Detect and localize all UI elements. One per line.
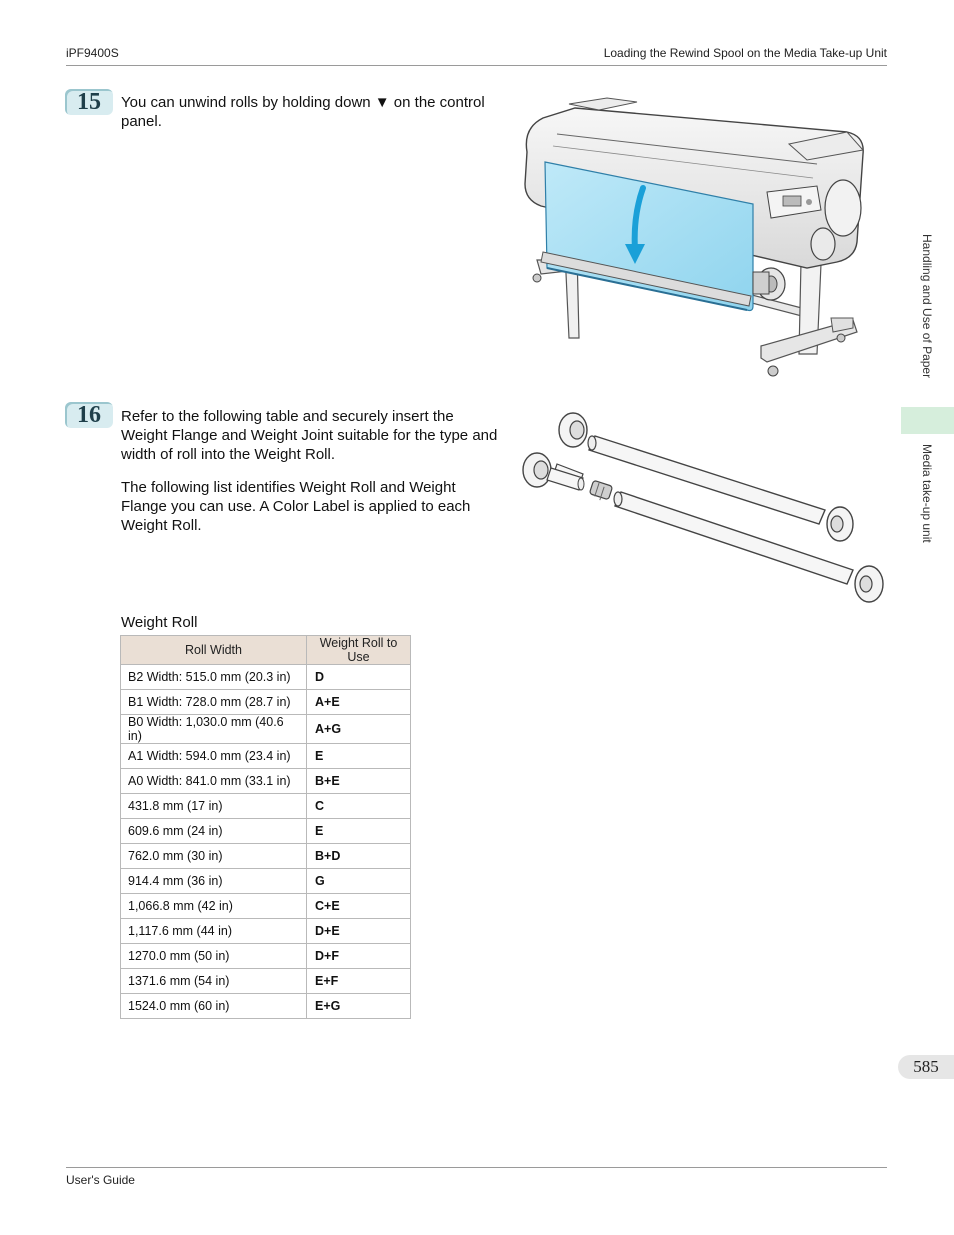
roll-width-cell: 1371.6 mm (54 in)	[121, 969, 307, 994]
table-row	[121, 869, 411, 894]
header-section-title: Loading the Rewind Spool on the Media Take-up Unit	[603, 46, 887, 60]
table-row	[121, 919, 411, 944]
table-caption: Weight Roll	[121, 614, 198, 631]
weight-roll-cell: G	[307, 869, 411, 894]
step-16-number: 16	[65, 402, 113, 428]
table-row	[121, 994, 411, 1019]
side-tab-chapter: Handling and Use of Paper	[920, 234, 934, 379]
table-row	[121, 819, 411, 844]
header-model: iPF9400S	[66, 46, 119, 60]
side-tab-highlight	[901, 407, 954, 434]
footer-text: User's Guide	[66, 1173, 135, 1187]
roll-width-cell: 1524.0 mm (60 in)	[121, 994, 307, 1019]
weight-roll-cell: E	[307, 819, 411, 844]
weight-roll-cell: C+E	[307, 894, 411, 919]
table-row	[121, 769, 411, 794]
step-15-number: 15	[65, 89, 113, 115]
footer-rule	[66, 1167, 887, 1168]
roll-width-cell: 431.8 mm (17 in)	[121, 794, 307, 819]
weight-roll-cell: E+F	[307, 969, 411, 994]
roll-width-cell: B2 Width: 515.0 mm (20.3 in)	[121, 665, 307, 690]
column-header-roll-width: Roll Width	[121, 636, 307, 665]
page-number: 585	[898, 1055, 954, 1079]
weight-roll-cell: E	[307, 744, 411, 769]
weight-roll-cell: A+E	[307, 690, 411, 715]
table-header-row	[121, 636, 411, 665]
step-16-text: Refer to the following table and securely insert the Weight Flange and Weight Joint suitable for the type and width of roll into the Weight Roll.	[121, 408, 498, 463]
step-16-text-2: The following list identifies Weight Roll and Weight Flange you can use. A Color Label is applied to each Weight Roll.	[121, 479, 471, 534]
roll-width-cell: A0 Width: 841.0 mm (33.1 in)	[121, 769, 307, 794]
roll-width-cell: B1 Width: 728.0 mm (28.7 in)	[121, 690, 307, 715]
table-row	[121, 794, 411, 819]
side-tab-subsection: Media take-up unit	[920, 444, 934, 543]
weight-roll-cell: D+F	[307, 944, 411, 969]
weight-roll-illustration	[517, 406, 889, 606]
table-row	[121, 894, 411, 919]
weight-roll-cell: D	[307, 665, 411, 690]
roll-width-cell: 1,066.8 mm (42 in)	[121, 894, 307, 919]
roll-width-cell: 1270.0 mm (50 in)	[121, 944, 307, 969]
weight-roll-cell: D+E	[307, 919, 411, 944]
table-row	[121, 744, 411, 769]
table-row	[121, 715, 411, 744]
weight-roll-cell: A+G	[307, 715, 411, 744]
roll-width-cell: 609.6 mm (24 in)	[121, 819, 307, 844]
roll-width-cell: A1 Width: 594.0 mm (23.4 in)	[121, 744, 307, 769]
table-row	[121, 690, 411, 715]
roll-width-cell: 1,117.6 mm (44 in)	[121, 919, 307, 944]
table-row	[121, 665, 411, 690]
table-row	[121, 944, 411, 969]
printer-unwind-illustration	[517, 92, 889, 382]
weight-roll-cell: E+G	[307, 994, 411, 1019]
weight-roll-cell: B+D	[307, 844, 411, 869]
header-rule	[66, 65, 887, 66]
roll-width-cell: 762.0 mm (30 in)	[121, 844, 307, 869]
weight-roll-cell: C	[307, 794, 411, 819]
roll-width-cell: 914.4 mm (36 in)	[121, 869, 307, 894]
table-body	[121, 665, 411, 1019]
table-row	[121, 844, 411, 869]
weight-roll-table	[120, 635, 411, 1019]
step-15-text: You can unwind rolls by holding down ▼ on the control panel.	[121, 94, 485, 130]
table-row	[121, 969, 411, 994]
weight-roll-cell: B+E	[307, 769, 411, 794]
column-header-weight-roll: Weight Roll to Use	[307, 636, 411, 665]
roll-width-cell: B0 Width: 1,030.0 mm (40.6 in)	[121, 715, 307, 744]
